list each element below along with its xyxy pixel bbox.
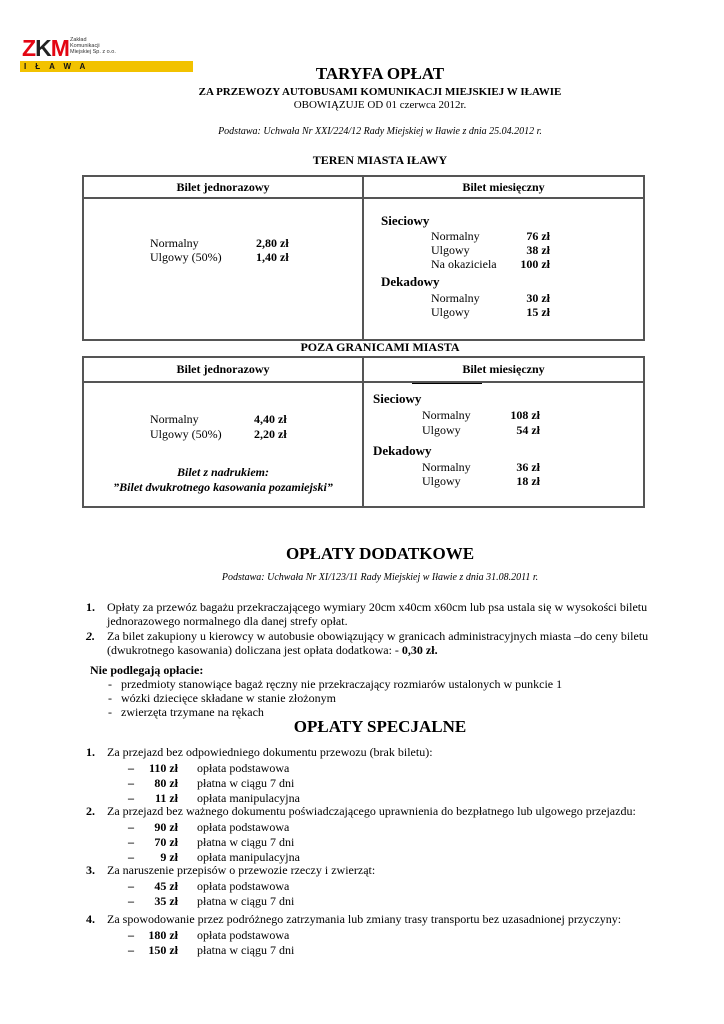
special-fees-title: OPŁATY SPECJALNE: [293, 717, 467, 736]
outside-single-normal: Normalny: [150, 412, 199, 426]
ticket-note-text: ”Bilet dwukrotnego kasowania pozamiejski”: [113, 480, 333, 494]
fee-description: płatna w ciągu 7 dni: [197, 776, 295, 790]
city-dekadowy-normal-price: 30 zł: [526, 291, 550, 305]
fee-amount: 180 zł: [148, 928, 178, 942]
additional-item-text: jednorazowego normalnego dla danej strefy opłat.: [107, 614, 348, 628]
valid-from: OBOWIĄZUJE OD 01 czerwca 2012r.: [293, 99, 467, 111]
fee-amount: 70 zł: [154, 835, 178, 849]
special-item-number: 2.: [86, 804, 95, 818]
exempt-item: - zwierzęta trzymane na rękach: [108, 705, 264, 719]
outside-dekadowy-reduced-price: 18 zł: [516, 474, 540, 488]
fee-dash: –: [128, 879, 134, 893]
special-item-number: 4.: [86, 912, 95, 926]
outside-single-reduced: Ulgowy (50%): [150, 427, 222, 441]
fee-description: opłata manipulacyjna: [197, 791, 300, 805]
outside-network-reduced-price: 54 zł: [516, 423, 540, 437]
outside-network-title: Sieciowy: [373, 391, 422, 406]
outside-network-reduced: Ulgowy: [422, 423, 461, 437]
col-monthly-header: Bilet miesięczny: [462, 180, 545, 194]
page-title: TARYFA OPŁAT: [315, 64, 445, 83]
city-network-reduced: Ulgowy: [431, 243, 470, 257]
outside-zone-title: POZA GRANICAMI MIASTA: [300, 340, 460, 354]
special-item-text: Za naruszenie przepisów o przewozie rzeczy i zwierząt:: [107, 863, 376, 877]
additional-item-number: 1.: [86, 600, 95, 614]
logo-company-name: Zakład Komunikacji Miejskiej Sp. z o.o.: [70, 37, 116, 55]
city-network-normal: Normalny: [431, 229, 480, 243]
additional-item-text: (dwukrotnego kasowania) doliczana jest opłata dodatkowa: - 0,30 zł.: [107, 643, 438, 657]
special-item-text: Za spowodowanie przez podróżnego zatrzymania lub zmiany trasy transportu bez uzasadnionej przyczyny:: [107, 912, 622, 926]
fee-dash: –: [128, 761, 134, 775]
col-single-header: Bilet jednorazowy: [176, 362, 270, 376]
fee-description: płatna w ciągu 7 dni: [197, 943, 295, 957]
city-dekadowy-reduced-price: 15 zł: [526, 305, 550, 319]
outside-dekadowy-normal: Normalny: [422, 460, 471, 474]
fee-description: opłata podstawowa: [197, 761, 290, 775]
fee-dash: –: [128, 791, 134, 805]
additional-item-text: Za bilet zakupiony u kierowcy w autobusie obowiązujący w granicach administracyjnych miasta –do ceny biletu: [107, 629, 649, 643]
additional-item-text: Opłaty za przewóz bagażu przekraczającego wymiary 20cm x40cm x60cm lub psa ustala się w wysokości biletu: [107, 600, 648, 614]
city-network-title: Sieciowy: [381, 213, 430, 228]
outside-single-normal-price: 4,40 zł: [254, 412, 287, 426]
legal-basis: Podstawa: Uchwała Nr XXI/224/12 Rady Miejskiej w Iławie z dnia 25.04.2012 r.: [218, 126, 542, 137]
fee-dash: –: [128, 835, 134, 849]
city-network-bearer-price: 100 zł: [520, 257, 550, 271]
fee-description: płatna w ciągu 7 dni: [197, 894, 295, 908]
fee-dash: –: [128, 820, 134, 834]
additional-fees-title: OPŁATY DODATKOWE: [285, 544, 475, 563]
exempt-item: - wózki dziecięce składane w stanie złożonym: [108, 691, 336, 705]
page-subtitle: ZA PRZEWOZY AUTOBUSAMI KOMUNIKACJI MIEJSKIEJ W IŁAWIE: [198, 86, 562, 98]
zkm-logo: ZKM: [22, 35, 69, 61]
fee-description: płatna w ciągu 7 dni: [197, 835, 295, 849]
city-single-reduced-price: 1,40 zł: [256, 250, 289, 264]
fee-amount: 80 zł: [154, 776, 178, 790]
fee-description: opłata podstawowa: [197, 928, 290, 942]
special-item-number: 3.: [86, 863, 95, 877]
city-zone-title: TEREN MIASTA IŁAWY: [312, 153, 448, 167]
fee-amount: 150 zł: [148, 943, 178, 957]
fee-dash: –: [128, 776, 134, 790]
exempt-item: - przedmioty stanowiące bagaż ręczny nie przekraczający rozmiarów ustalonych w punkcie 1: [108, 677, 563, 691]
fee-dash: –: [128, 943, 134, 957]
fee-description: opłata podstawowa: [197, 879, 290, 893]
outside-dekadowy-normal-price: 36 zł: [516, 460, 540, 474]
fee-dash: –: [128, 850, 134, 864]
exempt-title: Nie podlegają opłacie:: [90, 663, 204, 677]
special-item-text: Za przejazd bez odpowiedniego dokumentu przewozu (brak biletu):: [107, 745, 433, 759]
outside-dekadowy-reduced: Ulgowy: [422, 474, 461, 488]
city-single-normal-price: 2,80 zł: [256, 236, 289, 250]
logo-city: IŁAWA: [24, 62, 95, 71]
fee-dash: –: [128, 894, 134, 908]
fee-amount: 45 zł: [154, 879, 178, 893]
city-dekadowy-title: Dekadowy: [381, 274, 440, 289]
city-single-reduced: Ulgowy (50%): [150, 250, 222, 264]
special-item-text: Za przejazd bez ważnego dokumentu poświadczającego uprawnienia do bezpłatnego lub ulgowego przejazdu:: [107, 804, 636, 818]
fee-description: opłata manipulacyjna: [197, 850, 300, 864]
additional-fees-basis: Podstawa: Uchwała Nr XI/123/11 Rady Miejskiej w Iławie z dnia 31.08.2011 r.: [221, 572, 539, 583]
outside-network-normal-price: 108 zł: [510, 408, 540, 422]
col-monthly-header: Bilet miesięczny: [462, 362, 545, 376]
city-network-bearer: Na okaziciela: [431, 257, 497, 271]
fee-amount: 90 zł: [154, 820, 178, 834]
outside-dekadowy-title: Dekadowy: [373, 443, 432, 458]
outside-network-normal: Normalny: [422, 408, 471, 422]
fee-amount: 9 zł: [160, 850, 178, 864]
ticket-note-title: Bilet z nadrukiem:: [176, 465, 269, 479]
outside-single-reduced-price: 2,20 zł: [254, 427, 287, 441]
fee-dash: –: [128, 928, 134, 942]
fee-amount: 35 zł: [154, 894, 178, 908]
city-single-normal: Normalny: [150, 236, 199, 250]
city-dekadowy-reduced: Ulgowy: [431, 305, 470, 319]
city-network-normal-price: 76 zł: [526, 229, 550, 243]
city-dekadowy-normal: Normalny: [431, 291, 480, 305]
additional-item-number: 2.: [86, 629, 95, 643]
col-single-header: Bilet jednorazowy: [176, 180, 270, 194]
fee-amount: 11 zł: [155, 791, 178, 805]
fee-description: opłata podstawowa: [197, 820, 290, 834]
city-network-reduced-price: 38 zł: [526, 243, 550, 257]
special-item-number: 1.: [86, 745, 95, 759]
fee-amount: 110 zł: [149, 761, 178, 775]
